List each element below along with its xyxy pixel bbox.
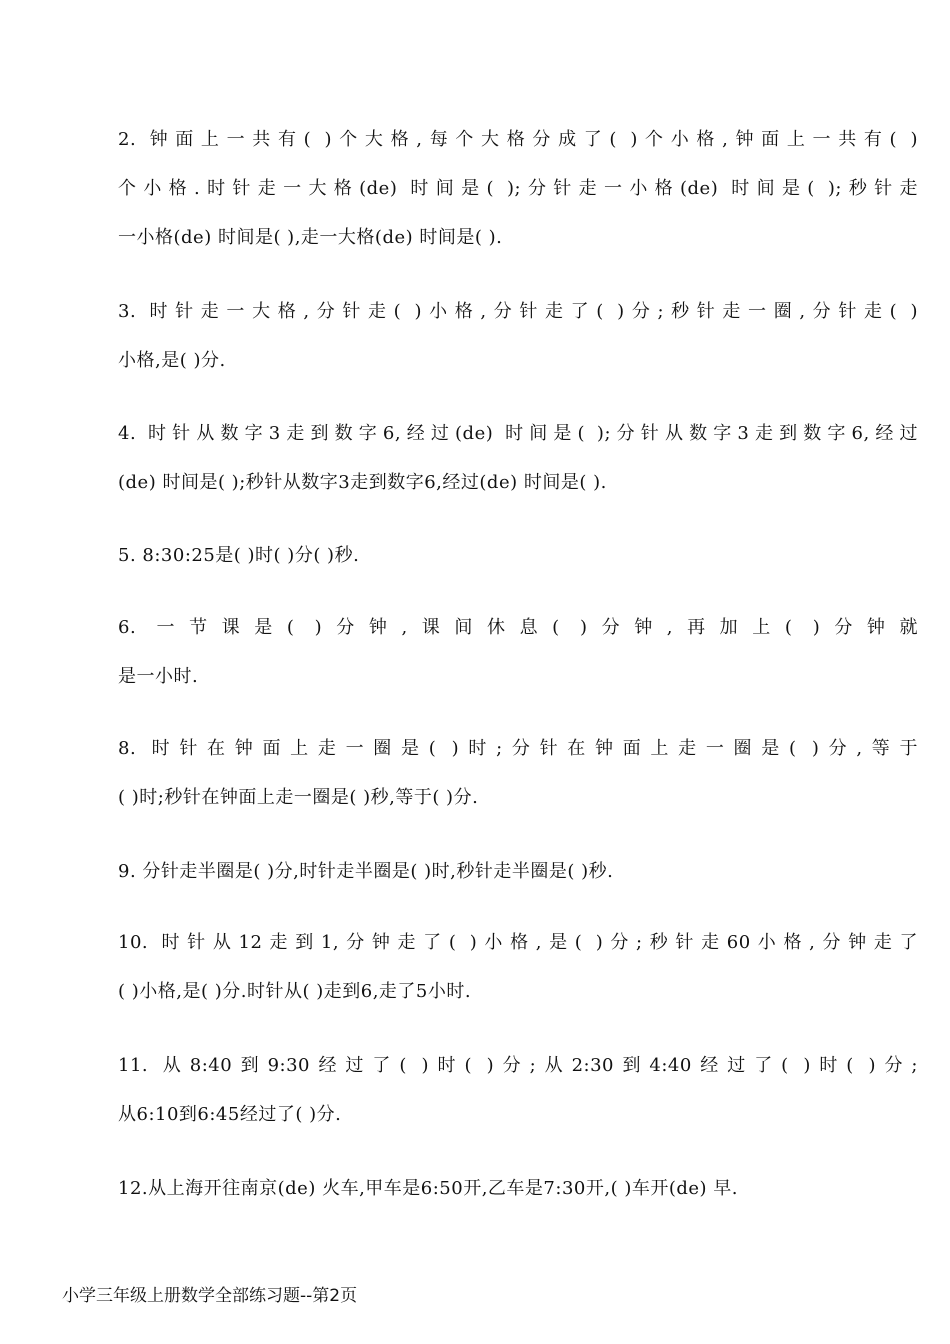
question-line: 12.从上海开往南京(de) 火车,甲车是6:50开,乙车是7:30开,( )车开(de) 早. <box>118 1178 739 1199</box>
question-8 <box>118 724 918 822</box>
question-line: ( )时;秒针在钟面上走一圈是( )秒,等于( )分. <box>118 787 479 808</box>
question-line: 2. 钟面上一共有( )个大格,每个大格分成了( )个小格,钟面上一共有( ) <box>118 129 918 150</box>
question-line: 11. 从8:40到9:30经过了( )时( )分;从2:30到4:40经过了( )时( )分; <box>118 1055 918 1076</box>
question-3 <box>118 287 918 385</box>
question-line: 一小格(de) 时间是( ),走一大格(de) 时间是( ). <box>118 227 503 248</box>
question-11 <box>118 1041 918 1139</box>
question-10 <box>118 918 918 1016</box>
question-line: 8. 时针在钟面上走一圈是( )时;分针在钟面上走一圈是( )分,等于 <box>118 738 918 759</box>
question-line: 10. 时针从12走到1,分钟走了( )小格,是( )分;秒针走60小格,分钟走了 <box>118 932 918 953</box>
question-12 <box>118 1164 918 1213</box>
question-line: 5. 8:30:25是( )时( )分( )秒. <box>118 545 360 566</box>
question-4 <box>118 409 918 507</box>
question-line: 小格,是( )分. <box>118 350 226 371</box>
question-line: 是一小时. <box>118 666 199 687</box>
question-9 <box>118 847 918 896</box>
question-line: 9. 分针走半圈是( )分,时针走半圈是( )时,秒针走半圈是( )秒. <box>118 861 614 882</box>
question-6 <box>118 603 918 701</box>
question-2 <box>118 115 918 262</box>
question-line: 从6:10到6:45经过了( )分. <box>118 1104 342 1125</box>
page-footer: 小学三年级上册数学全部练习题--第2页 <box>62 1286 358 1306</box>
question-line: 4. 时针从数字3走到数字6,经过(de) 时间是( );分针从数字3走到数字6,经过 <box>118 423 918 444</box>
question-line: 个小格.时针走一大格(de) 时间是( );分针走一小格(de) 时间是( );秒针走 <box>118 178 918 199</box>
question-5 <box>118 531 918 580</box>
question-line: (de) 时间是( );秒针从数字3走到数字6,经过(de) 时间是( ). <box>118 472 607 493</box>
question-line: 6. 一节课是( )分钟,课间休息( )分钟,再加上( )分钟就 <box>118 617 918 638</box>
question-line: 3. 时针走一大格,分针走( )小格,分针走了( )分;秒针走一圈,分针走( ) <box>118 301 918 322</box>
question-line: ( )小格,是( )分.时针从( )走到6,走了5小时. <box>118 981 472 1002</box>
